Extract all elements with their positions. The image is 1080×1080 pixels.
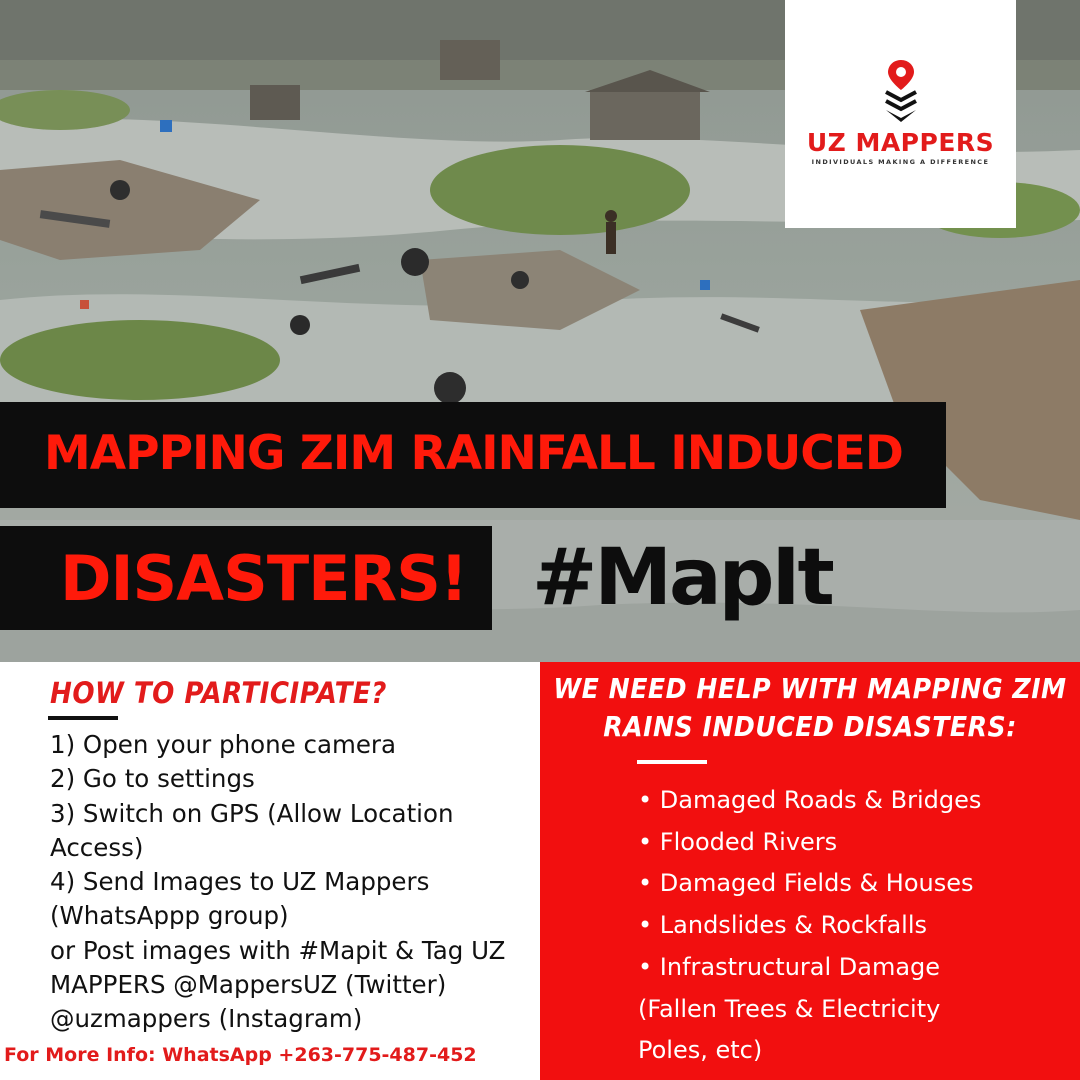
step-line: 2) Go to settings	[50, 764, 255, 794]
hashtag: #MapIt	[532, 533, 832, 623]
help-title-line: RAINS INDUCED DISASTERS:	[603, 710, 1017, 743]
step-line: MAPPERS @MappersUZ (Twitter)	[50, 970, 447, 1000]
participate-divider	[48, 716, 118, 720]
help-divider	[637, 760, 707, 764]
step-line: (WhatsAppp group)	[50, 901, 289, 931]
list-item: • Damaged Fields & Houses	[638, 869, 974, 898]
participate-title: HOW TO PARTICIPATE?	[50, 676, 387, 710]
step-line: 4) Send Images to UZ Mappers	[50, 867, 430, 897]
list-item: • Infrastructural Damage	[638, 952, 941, 981]
participate-steps	[50, 728, 530, 1037]
step-line: 3) Switch on GPS (Allow Location	[50, 798, 454, 828]
participate-panel	[0, 662, 540, 1080]
step-line: 1) Open your phone camera	[50, 730, 397, 759]
logo-card	[785, 0, 1016, 228]
help-needed-panel	[540, 662, 1080, 1080]
help-title-line: WE NEED HELP WITH MAPPING ZIM	[553, 672, 1067, 705]
step-line: or Post images with #Mapit & Tag UZ	[50, 935, 506, 965]
headline-line-1: MAPPING ZIM RAINFALL INDUCED	[44, 426, 903, 481]
list-item: • Landslides & Rockfalls	[638, 911, 927, 940]
headline-line-2: DISASTERS!	[60, 542, 468, 615]
list-item: • Flooded Rivers	[638, 827, 838, 856]
logo-tagline: INDIVIDUALS MAKING A DIFFERENCE	[811, 158, 990, 166]
step-line: @uzmappers (Instagram)	[50, 1004, 363, 1034]
list-item: Poles, etc)	[638, 1036, 763, 1065]
more-info-contact: For More Info: WhatsApp +263-775-487-452	[4, 1044, 477, 1066]
help-needs-list	[638, 780, 1058, 1072]
step-line: Access)	[50, 832, 144, 862]
headline-banner-bottom	[0, 526, 492, 630]
map-pin-layers-icon	[880, 58, 922, 122]
list-item: (Fallen Trees & Electricity	[638, 994, 941, 1023]
headline-banner-top	[0, 402, 946, 508]
list-item: • Damaged Roads & Bridges	[638, 786, 982, 814]
logo-title: UZ MAPPERS	[806, 128, 995, 157]
help-title	[540, 670, 1080, 746]
